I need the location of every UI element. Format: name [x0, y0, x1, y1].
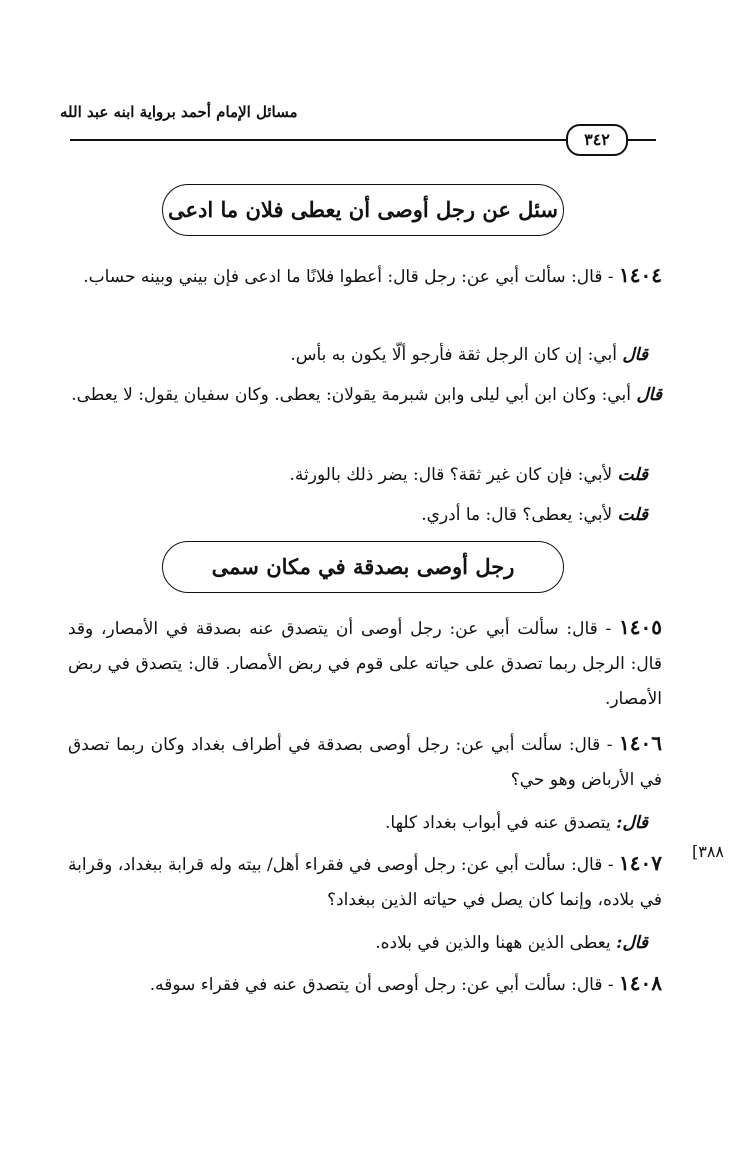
running-title: مسائل الإمام أحمد برواية ابنه عبد الله — [60, 103, 298, 121]
paragraph-text: لأبي: يعطى؟ قال: ما أدري. — [421, 505, 618, 525]
section-heading-1: سئل عن رجل أوصى أن يعطى فلان ما ادعى — [162, 184, 564, 236]
paragraph-qultu-1 — [68, 458, 662, 493]
paragraph-1405 — [68, 610, 662, 717]
paragraph-1408 — [68, 966, 662, 1003]
paragraph-text: - قال: سألت أبي عن: رجل أوصى بصدقة في أطراف بغداد وكان ربما تصدق في الأرباض وهو حي؟ — [68, 735, 662, 790]
paragraph-text: - قال: سألت أبي عن: رجل أوصى أن يتصدق عنه بصدقة في الأمصار، وقد قال: الرجل ربما تصدق على حياته على قوم في ربض الأمصار. قال: يتصدق في ربض الأمصار. — [68, 619, 662, 709]
paragraph-number: ١٤٠٦ — [619, 731, 662, 755]
paragraph-text: - قال: سألت أبي عن: رجل أوصى في فقراء أهل/ بيته وله قرابة ببغداد، وقرابة في بلاده، وإنما كان يصل في حياته الذين ببغداد؟ — [68, 855, 662, 910]
paragraph-text: يتصدق عنه في أبواب بغداد كلها. — [384, 813, 617, 833]
paragraph-qultu-2 — [68, 498, 662, 533]
paragraph-text: - قال: سألت أبي عن: رجل أوصى أن يتصدق عنه في فقراء سوقه. — [149, 975, 620, 995]
paragraph-lead: قلت — [617, 505, 648, 525]
paragraph-number: ١٤٠٤ — [619, 263, 662, 287]
paragraph-1407 — [68, 846, 662, 918]
paragraph-text: لأبي: فإن كان غير ثقة؟ قال: يضر ذلك بالورثة. — [289, 465, 618, 485]
paragraph-number: ١٤٠٥ — [619, 615, 662, 639]
paragraph-qala-2 — [68, 378, 662, 413]
paragraph-number: ١٤٠٨ — [619, 971, 662, 995]
paragraph-number: ١٤٠٧ — [619, 851, 662, 875]
paragraph-lead: قال — [622, 345, 648, 365]
paragraph-text: - قال: سألت أبي عن: رجل قال: أعطوا فلانًا ما ادعى فإن بيني وبينه حساب. — [83, 267, 620, 287]
paragraph-qala-3 — [68, 806, 662, 841]
section-heading-2: رجل أوصى بصدقة في مكان سمى — [162, 541, 564, 593]
paragraph-1404 — [68, 258, 662, 295]
paragraph-text: أبي: وكان ابن أبي ليلى وابن شبرمة يقولان: يعطى. وكان سفيان يقول: لا يعطى. — [71, 385, 637, 405]
paragraph-lead: قال: — [616, 813, 648, 833]
page-number: ٣٤٢ — [566, 124, 628, 156]
paragraph-lead: قال — [636, 385, 662, 405]
margin-page-reference: [٣٨٨ — [691, 842, 724, 861]
paragraph-qala-4 — [68, 926, 662, 961]
paragraph-qala-1 — [68, 338, 662, 373]
paragraph-lead: قال: — [616, 933, 648, 953]
paragraph-lead: قلت — [617, 465, 648, 485]
paragraph-1406 — [68, 726, 662, 798]
paragraph-text: يعطى الذين ههنا والذين في بلاده. — [375, 933, 617, 953]
paragraph-text: أبي: إن كان الرجل ثقة فأرجو ألّا يكون به بأس. — [290, 345, 623, 365]
